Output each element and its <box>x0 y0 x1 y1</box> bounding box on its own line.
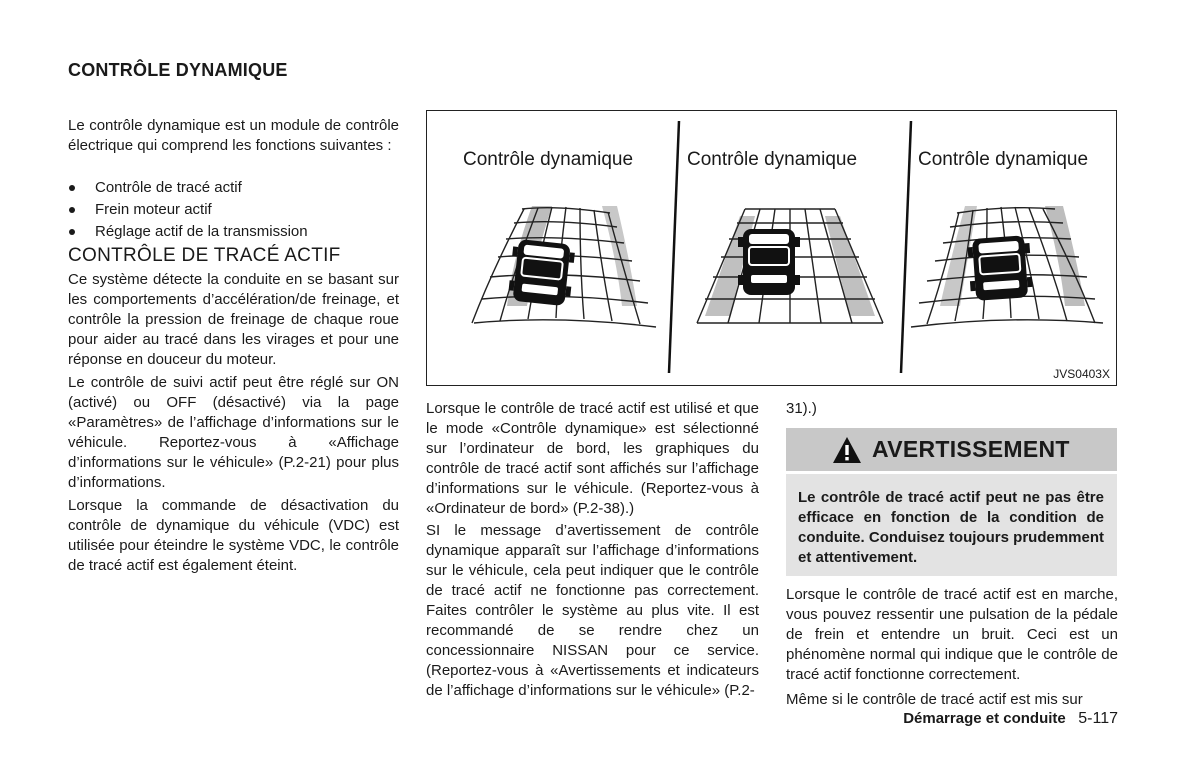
paragraph: Lorsque la commande de désactivation du contrôle de dynamique du véhicule (VDC) est utilisée pour éteindre le système VDC, le contrôle de tracé actif est également éteint. <box>68 497 399 574</box>
paragraph-continuation: 31).) <box>786 400 817 417</box>
warning-header <box>786 428 1117 471</box>
footer-section: Démarrage et conduite <box>903 710 1066 727</box>
page-title: CONTRÔLE DYNAMIQUE <box>68 60 288 80</box>
paragraph: Même si le contrôle de tracé actif est mis sur <box>786 691 1083 708</box>
intro-paragraph: Le contrôle dynamique est un module de contrôle électrique qui comprend les fonctions suivantes : <box>68 117 399 154</box>
car-right-icon <box>967 235 1033 301</box>
list-item: Frein moteur actif <box>68 199 399 221</box>
page-footer <box>903 710 1118 728</box>
figure-code: JVS0403X <box>1053 367 1110 381</box>
dynamic-control-figure <box>426 110 1117 386</box>
list-item: Contrôle de tracé actif <box>68 177 399 199</box>
car-center-icon <box>738 229 800 295</box>
warning-triangle-icon <box>832 436 862 464</box>
panel-label: Contrôle dynamique <box>918 149 1089 170</box>
panel-label: Contrôle dynamique <box>463 149 634 170</box>
warning-text: Le contrôle de tracé actif peut ne pas être efficace en fonction de la condition de conduite. Conduisez toujours prudemment et attentivement. <box>798 489 1104 566</box>
warning-box <box>786 474 1117 576</box>
panel-label: Contrôle dynamique <box>687 149 858 170</box>
warning-title: AVERTISSEMENT <box>872 436 1070 462</box>
list-item: Réglage actif de la transmission <box>68 221 399 243</box>
section-heading: CONTRÔLE DE TRACÉ ACTIF <box>68 245 341 266</box>
paragraph: Le contrôle de suivi actif peut être réglé sur ON (activé) ou OFF (désactivé) via la page «Paramètres» de l’affichage d’informations sur le véhicule. Reportez-vous à «Affichage d’informations sur le véhicule» (P.2-21) pour plus d’informations. <box>68 374 399 491</box>
paragraph: Ce système détecte la conduite en se basant sur les comportements d’accélération/de freinage, et contrôle la pression de freinage de chaque roue pour aider au tracé dans les virages et pour une réponse en douceur du moteur. <box>68 271 399 368</box>
feature-list <box>68 177 399 243</box>
paragraph: Lorsque le contrôle de tracé actif est utilisé et que le mode «Contrôle dynamique» est sélectionné sur l’ordinateur de bord, les graphiques du contrôle de tracé actif sont affichés sur l’affichage d’informations sur le véhicule. (Reportez-vous à «Ordinateur de bord» (P.2-38).) <box>426 400 759 517</box>
paragraph: Lorsque le contrôle de tracé actif est en marche, vous pouvez ressentir une pulsation de la pédale de frein et entendre un bruit. Ceci est un phénomène normal qui indique que le contrôle de tracé actif fonctionne correctement. <box>786 586 1118 683</box>
page-number: 5-117 <box>1078 710 1118 727</box>
paragraph: SI le message d’avertissement de contrôle dynamique apparaît sur l’affichage d’informations sur le véhicule, cela peut indiquer que le contrôle de tracé actif ne fonctionne pas correctement. Faites contrôler le système au plus vite. Il est recommandé de se rendre chez un concessionnaire NISSAN pour ce service. (Reportez-vous à «Avertissements et indicateurs de l’affichage d’informations sur le véhicule» (P.2- <box>426 522 759 699</box>
